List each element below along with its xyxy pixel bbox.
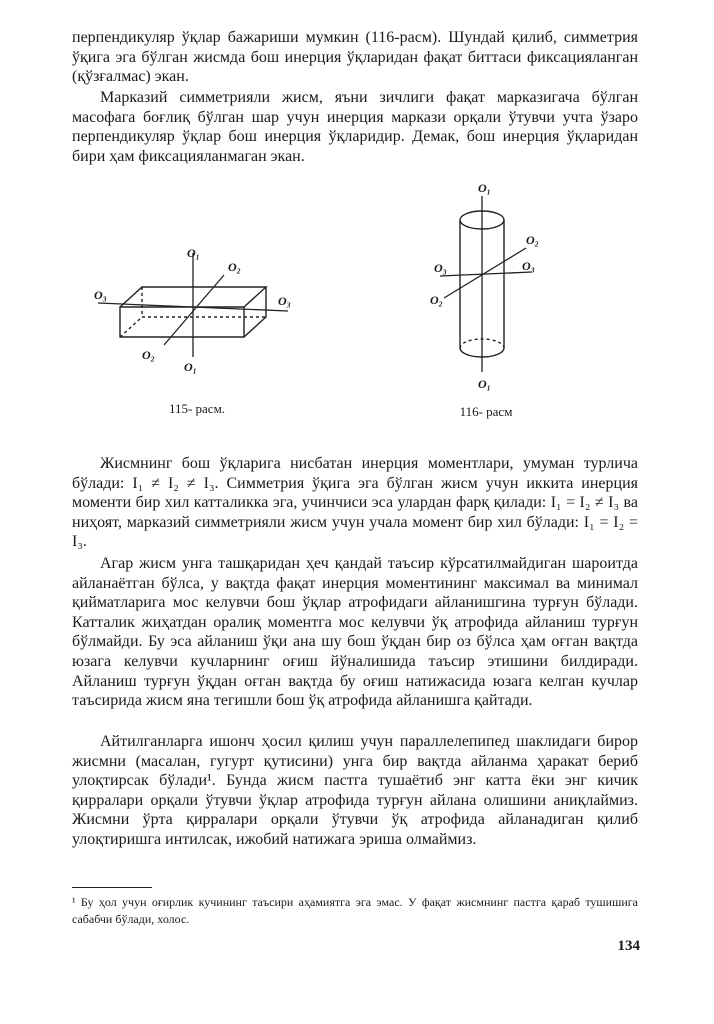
figure-116 [418,172,568,419]
label-o1-bottom: O₁ [184,360,197,374]
paragraph-4: Агар жисм унга ташқаридан ҳеч қандай таъсир кўрсатилмайдиган шароитда айланаётган бўлса, у вақтда фақат инерция моментининг максимал ва минимал қийматларига мос келувчи бош ўқлар атрофидаги айланишгина турғун бўлади. Катталик жиҳатдан оралиқ моментга мос келувчи ўқ атрофида айланиш турғун бўлмайди. Бу эса айланиш ўқи ана шу бош ўқдан бир оз бўлса ҳам оғган вақтда юзага келувчи кучларнинг оғиш йўналишида таъсир этишини билдиради. Айланиш турғун ўқдан оғган вақтда бу оғиш натижасида юзага келган кучлар таъсирида жисм яна тегишли бош ўқ атрофида айланишга қайтади. [72,555,638,710]
label-o1-top: O₁ [478,181,491,195]
box-front-face [120,307,244,337]
footnote-divider [72,887,152,888]
label-o3-right: O₃ [278,294,291,308]
label-o2-top: O₂ [526,233,539,247]
figure-116-caption: 116- расм [459,404,513,419]
page-number: 134 [617,938,640,954]
cylinder-diagram [418,172,568,402]
figure-115 [92,245,302,416]
paragraph-3: Жисмнинг бош ўқларига нисбатан инерция моментлари, умуман турлича бўлади: I₁ ≠ I₂ ≠ I₃. Симметрия ўқига эга бўлган жисм учун иккита инерция моменти бир хил катталикка эга, учинчиси эса улардан фарқ қилади: I₁ = I₂ ≠ I₃ ва ниҳоят, марказий симметрияли жисм учун учала момент бир хил бўлади: I₁ = I₂ = I₃. [72,455,638,551]
axis-o2 [164,275,224,345]
label-o3-right: O₃ [522,259,535,273]
parallelepiped-diagram [92,245,302,385]
figure-115-caption: 115- расм. [168,401,226,416]
paragraph-2: Марказий симметрияли жисм, яъни зичлиги фақат марказигача бўлган масофага боғлиқ бўлган шар учун инерция маркази орқали ўтувчи учта ўзаро перпендикуляр ўқлар бош инерция ўқларидир. Демак, бош инерция ўқларидан бири ҳам фиксацияланмаган экан. [72,89,638,165]
label-o2-bottom: O₂ [430,293,443,307]
label-o2-bottom: O₂ [142,348,155,362]
label-o1-bottom: O₁ [478,377,491,391]
label-o3-left: O₃ [94,288,107,302]
paragraph-1: перпендикуляр ўқлар бажариши мумкин (116-расм). Шундай қилиб, симметрия ўқига эга бўлган жисмда бош инерция ўқларидан фақат биттаси фиксацияланган (қўзғалмас) экан. [72,29,638,86]
paragraph-5: Айтилганларга ишонч ҳосил қилиш учун параллелепипед шаклидаги бирор жисмни (масалан, гугурт қутисини) унга бир вақтда айланма ҳаракат бериб улоқтирсак бўлади¹. Бунда жисм пастга тушаётиб энг катта ёки энг кичик қирралари орқали ўтувчи ўқлар атрофида турғун айлана олишини аниқлаймиз. Жисмни ўрта қирралари орқали ўтувчи ўқ атрофида айланадиган қилиб улоқтиришга интилсак, ижобий натижага эриша олмаймиз. [72,733,638,848]
label-o3-left: O₃ [434,261,447,275]
footnote: ¹ Бу ҳол учун оғирлик кучининг таъсири аҳамиятга эга эмас. У фақат жисмнинг пастга қараб тушишига сабабчи бўлади, холос. [72,895,638,926]
label-o2-top: O₂ [228,260,241,274]
box-side-face [244,287,266,337]
label-o1-top: O₁ [187,246,200,260]
